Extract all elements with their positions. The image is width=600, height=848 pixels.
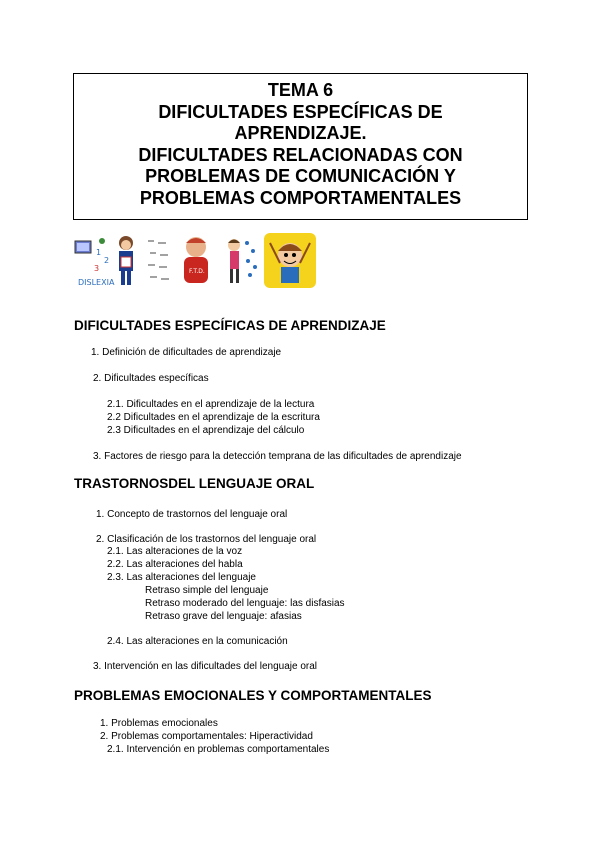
topic-number: TEMA 6 <box>267 80 334 100</box>
list-item: Retraso simple del lenguaje <box>145 585 269 596</box>
digit-text: 1 <box>96 248 102 257</box>
shirt-label: F.T.D. <box>189 268 205 275</box>
title-line: DIFICULTADES RELACIONADAS CON <box>138 144 463 165</box>
list-item: 2.4. Las alteraciones en la comunicación <box>107 636 288 647</box>
list-item: 1. Definición de dificultades de aprendizaje <box>91 347 282 358</box>
list-item: 2.3. Las alteraciones del lenguaje <box>107 572 256 583</box>
section-heading: TRASTORNOSDEL LENGUAJE ORAL <box>74 476 315 491</box>
list-item: 2.2 Dificultades en el aprendizaje de la escritura <box>107 412 320 423</box>
list-item: 2. Problemas comportamentales: Hiperactividad <box>100 731 313 742</box>
list-item: 2.2. Las alteraciones del habla <box>107 559 243 570</box>
list-item: 2.1. Dificultades en el aprendizaje de la lectura <box>107 399 315 410</box>
list-item: 2.3 Dificultades en el aprendizaje del cálculo <box>107 425 305 436</box>
list-item: Retraso grave del lenguaje: afasias <box>145 611 302 622</box>
list-item: 2.1. Las alteraciones de la voz <box>107 546 243 557</box>
section-heading: DIFICULTADES ESPECÍFICAS DE APRENDIZAJE <box>74 318 386 333</box>
list-item: Retraso moderado del lenguaje: las disfasias <box>145 598 345 609</box>
title-line: PROBLEMAS COMPORTAMENTALES <box>139 187 462 208</box>
list-item: 2. Dificultades específicas <box>93 373 209 384</box>
digit-text: 2 <box>104 256 110 265</box>
title-line: DIFICULTADES ESPECÍFICAS DE <box>158 101 443 122</box>
dyslexia-label: DISLEXIA <box>78 278 115 287</box>
title-box <box>73 73 528 220</box>
list-item: 3. Intervención en las dificultades del lenguaje oral <box>93 661 318 672</box>
title-line: APRENDIZAJE. <box>234 123 367 143</box>
section-heading: PROBLEMAS EMOCIONALES Y COMPORTAMENTALES <box>74 688 432 703</box>
list-item: 1. Problemas emocionales <box>100 718 218 729</box>
math-illustration <box>146 233 172 288</box>
hyperactive-child-illustration <box>264 233 316 288</box>
list-item: 2. Clasificación de los trastornos del lenguaje oral <box>96 534 317 545</box>
student-illustration <box>112 233 140 288</box>
letters-illustration <box>220 233 260 288</box>
list-item: 2.1. Intervención en problemas comportamentales <box>107 744 330 755</box>
list-item: 3. Factores de riesgo para la detección temprana de las dificultades de aprendizaje <box>93 451 462 462</box>
list-item: 1. Concepto de trastornos del lenguaje oral <box>96 509 288 520</box>
title-line: PROBLEMAS DE COMUNICACIÓN Y <box>145 166 456 186</box>
angry-child-illustration <box>178 233 214 288</box>
digit-text: 3 <box>94 264 100 273</box>
